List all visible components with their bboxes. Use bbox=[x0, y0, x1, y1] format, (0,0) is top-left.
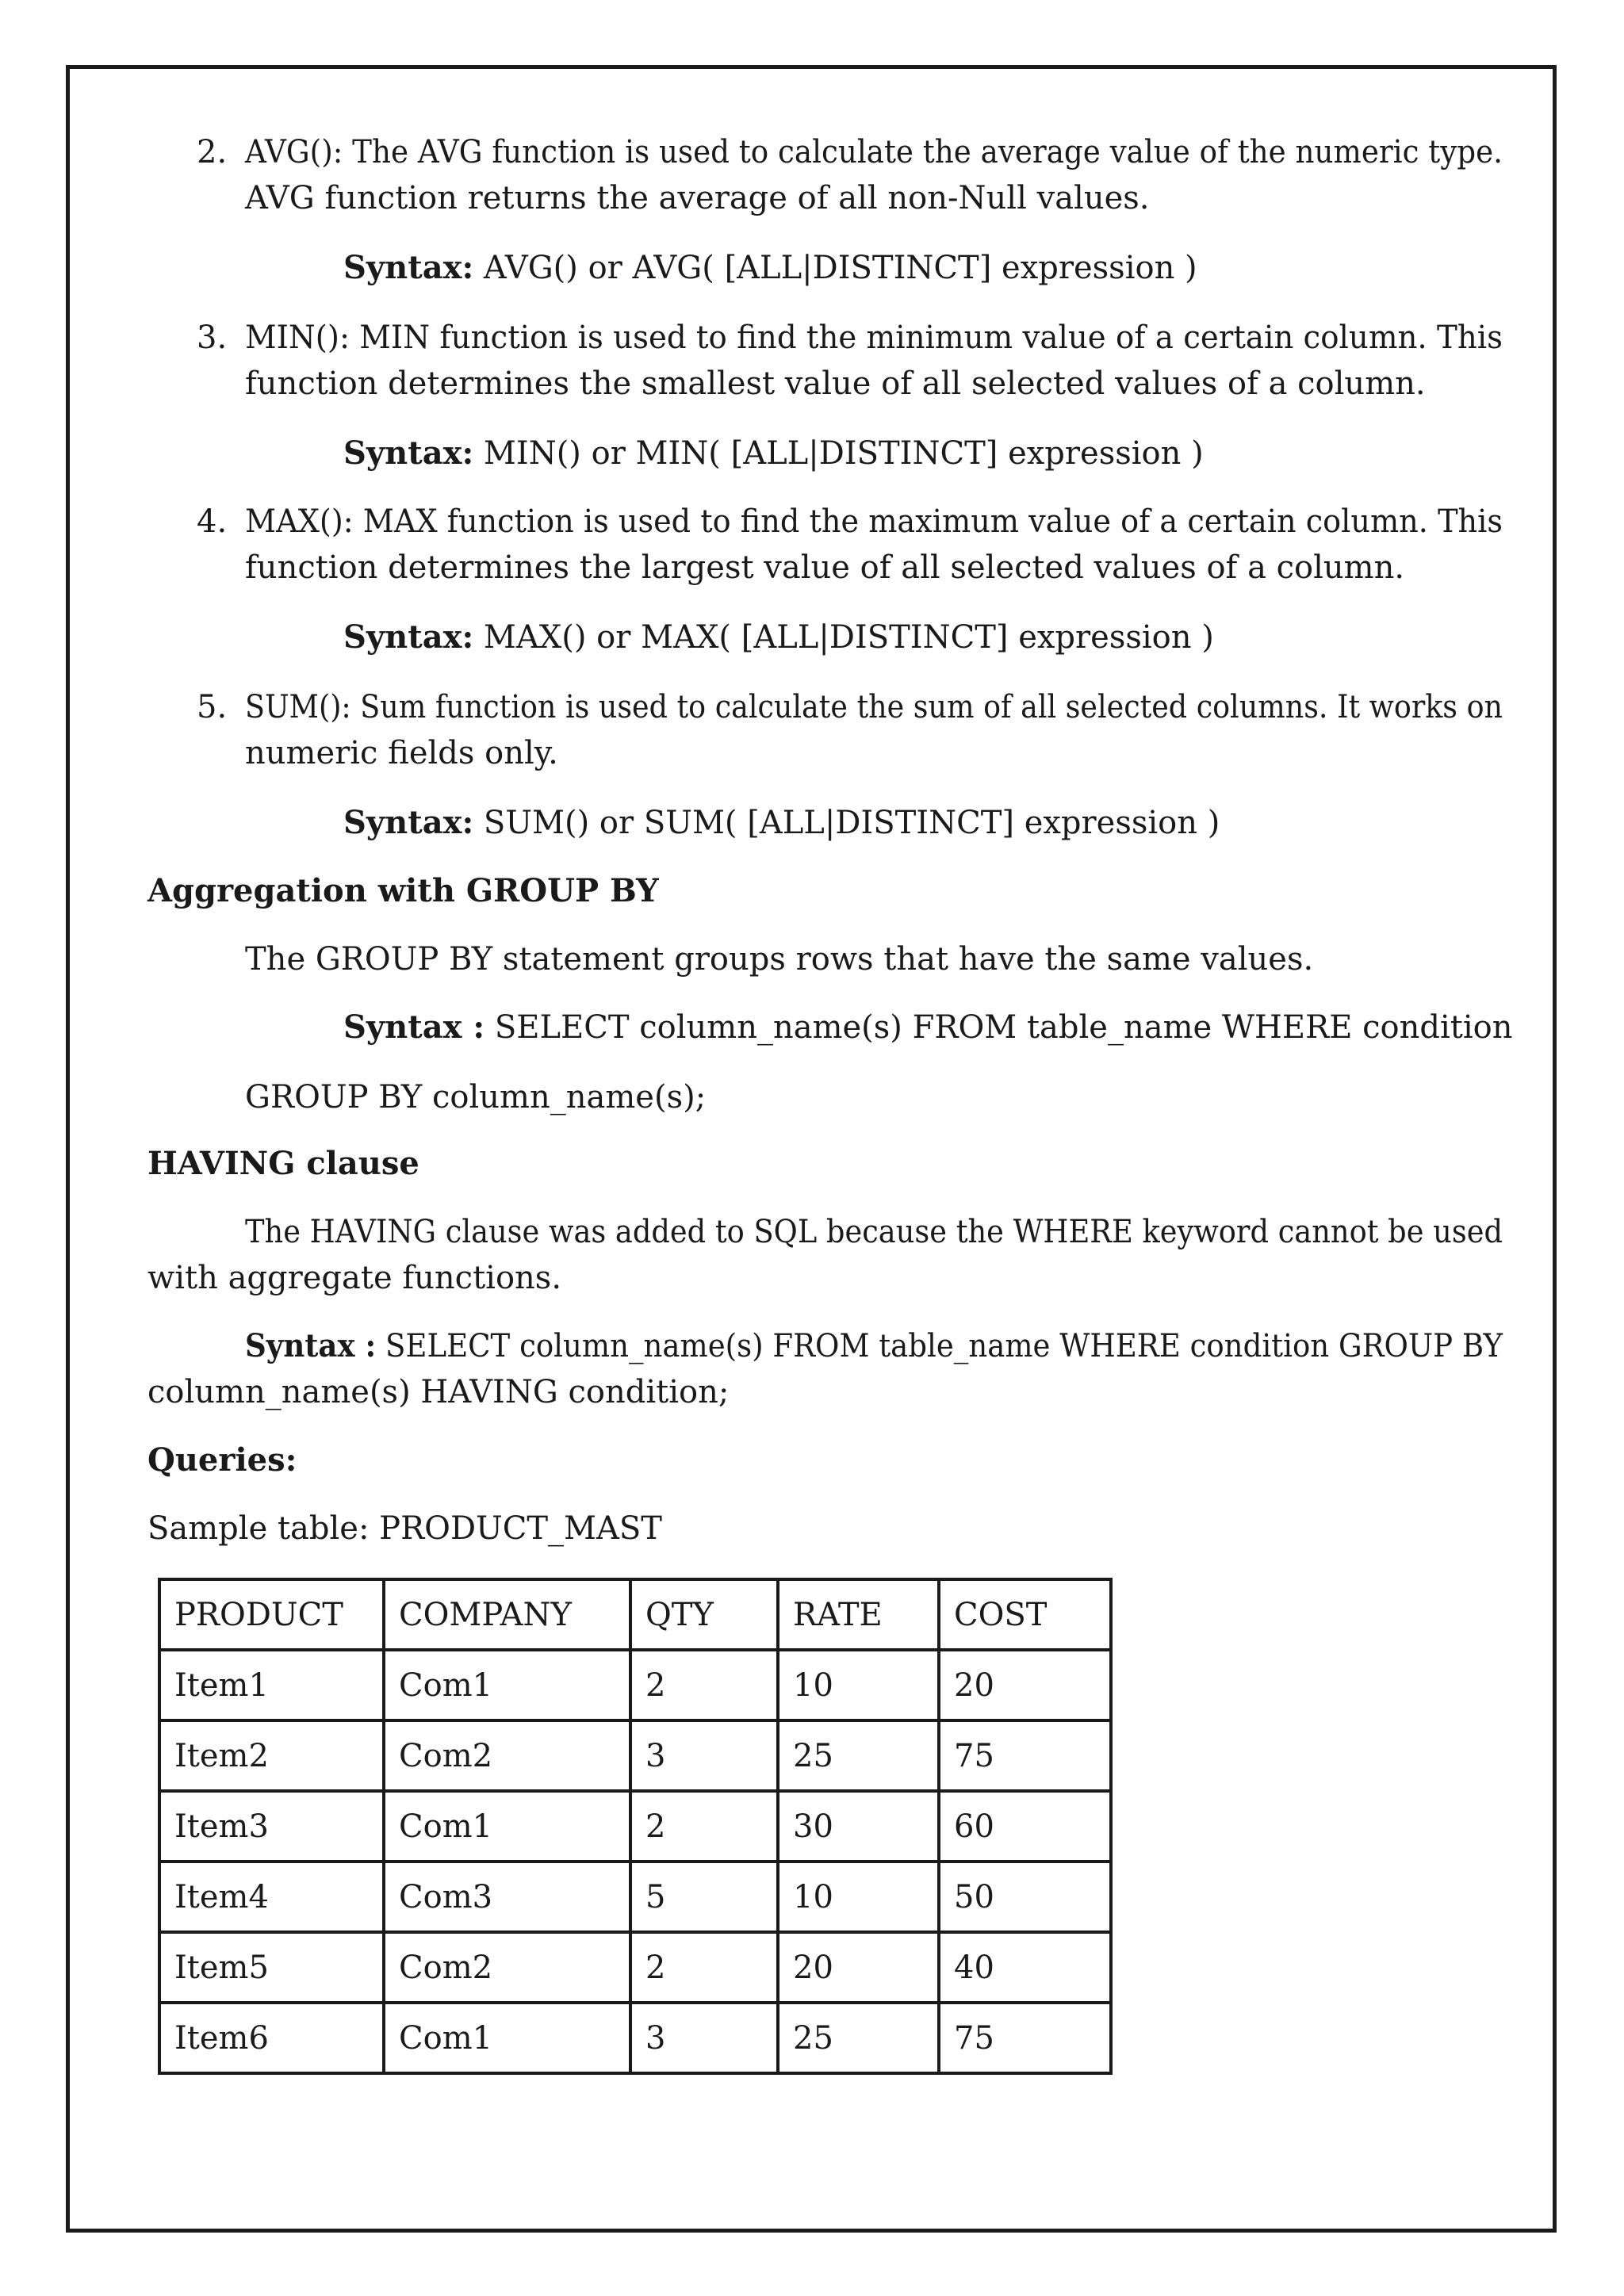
list-item-line bbox=[245, 319, 1503, 357]
list-item-line bbox=[245, 688, 1503, 726]
section-heading bbox=[147, 872, 659, 910]
list-item-line: function determines the smallest value of all selected values of a column. bbox=[245, 365, 1426, 402]
table-cell: 3 bbox=[630, 1720, 778, 1791]
syntax-label: Syntax: bbox=[343, 804, 474, 841]
table-cell: Item2 bbox=[159, 1720, 384, 1791]
syntax-line bbox=[343, 618, 1214, 656]
table-cell: Com1 bbox=[384, 1791, 630, 1862]
syntax-text: MIN() or MIN( [ALL|DISTINCT] expression ) bbox=[473, 435, 1204, 472]
syntax-label: Syntax: bbox=[343, 434, 474, 472]
table-cell: 5 bbox=[630, 1862, 778, 1932]
paragraph: The GROUP BY statement groups rows that have the same values. bbox=[245, 941, 1314, 978]
list-item-text: AVG(): The AVG function is used to calculate the average value of the numeric type. bbox=[245, 134, 1503, 170]
section-heading bbox=[147, 1145, 419, 1183]
table-cell: 3 bbox=[630, 2003, 778, 2073]
table-cell: Item3 bbox=[159, 1791, 384, 1862]
syntax-text: SELECT column_name(s) FROM table_name WHERE condition bbox=[485, 1009, 1513, 1046]
table-cell: Com1 bbox=[384, 2003, 630, 2073]
table-cell: 2 bbox=[630, 1650, 778, 1720]
section-heading-text: Queries: bbox=[147, 1441, 297, 1479]
list-item-line: function determines the largest value of all selected values of a column. bbox=[245, 549, 1405, 586]
table-cell: 20 bbox=[939, 1650, 1111, 1720]
syntax-text: AVG() or AVG( [ALL|DISTINCT] expression ) bbox=[473, 250, 1197, 286]
table-cell: 75 bbox=[939, 1720, 1111, 1791]
syntax-line bbox=[343, 804, 1220, 842]
table-cell: 40 bbox=[939, 1932, 1111, 2003]
table-header-row bbox=[159, 1579, 1111, 1650]
list-item-text: MIN(): MIN function is used to find the minimum value of a certain column. This bbox=[245, 320, 1503, 356]
table-cell: 25 bbox=[778, 1720, 939, 1791]
list-number: 5. bbox=[197, 689, 228, 725]
section-heading bbox=[147, 1441, 297, 1479]
syntax-label: Syntax : bbox=[245, 1327, 377, 1364]
list-item-text: SUM(): Sum function is used to calculate the sum of all selected columns. It works on bbox=[245, 689, 1503, 725]
syntax-line bbox=[343, 249, 1197, 287]
header-cell: PRODUCT bbox=[159, 1579, 384, 1650]
syntax-continuation: column_name(s) HAVING condition; bbox=[147, 1374, 730, 1410]
list-item-line bbox=[245, 133, 1503, 171]
table-row bbox=[159, 1862, 1111, 1932]
table-cell: 10 bbox=[778, 1650, 939, 1720]
table-cell: 2 bbox=[630, 1932, 778, 2003]
table-cell: Item6 bbox=[159, 2003, 384, 2073]
header-cell: COMPANY bbox=[384, 1579, 630, 1650]
paragraph-line: with aggregate functions. bbox=[147, 1260, 562, 1296]
table-row bbox=[159, 1932, 1111, 2003]
table-cell: 30 bbox=[778, 1791, 939, 1862]
table-cell: Com3 bbox=[384, 1862, 630, 1932]
section-heading-text: HAVING clause bbox=[147, 1145, 419, 1182]
section-heading-text: Aggregation with GROUP BY bbox=[147, 872, 659, 909]
syntax-line bbox=[343, 434, 1204, 473]
syntax-text: SELECT column_name(s) FROM table_name WHERE condition GROUP BY bbox=[376, 1328, 1503, 1364]
list-item-line bbox=[245, 503, 1503, 541]
paragraph-text: The HAVING clause was added to SQL because the WHERE keyword cannot be used bbox=[245, 1214, 1503, 1250]
sample-table-label: Sample table: PRODUCT_MAST bbox=[147, 1510, 662, 1547]
table-row bbox=[159, 2003, 1111, 2073]
table-cell: Item5 bbox=[159, 1932, 384, 2003]
table-row bbox=[159, 1650, 1111, 1720]
table-row bbox=[159, 1791, 1111, 1862]
table-cell: Item4 bbox=[159, 1862, 384, 1932]
table-cell: 10 bbox=[778, 1862, 939, 1932]
syntax-label: Syntax: bbox=[343, 618, 474, 656]
product-mast-table bbox=[158, 1578, 1113, 2075]
table-cell: 2 bbox=[630, 1791, 778, 1862]
table-cell: 25 bbox=[778, 2003, 939, 2073]
header-cell: COST bbox=[939, 1579, 1111, 1650]
table-cell: 20 bbox=[778, 1932, 939, 2003]
list-item-line: numeric fields only. bbox=[245, 735, 558, 771]
syntax-line bbox=[245, 1327, 1503, 1365]
syntax-label: Syntax: bbox=[343, 249, 474, 286]
syntax-text: SUM() or SUM( [ALL|DISTINCT] expression ) bbox=[473, 805, 1220, 841]
syntax-line bbox=[343, 1008, 1512, 1047]
table-cell: Com2 bbox=[384, 1720, 630, 1791]
list-number: 4. bbox=[197, 503, 228, 540]
table-cell: Item1 bbox=[159, 1650, 384, 1720]
table-row bbox=[159, 1720, 1111, 1791]
syntax-continuation: GROUP BY column_name(s); bbox=[245, 1079, 707, 1115]
syntax-label: Syntax : bbox=[343, 1008, 485, 1046]
list-number: 3. bbox=[197, 320, 228, 356]
paragraph-line bbox=[245, 1213, 1503, 1251]
list-item-line: AVG function returns the average of all non-Null values. bbox=[245, 180, 1150, 216]
syntax-line-inner bbox=[245, 1327, 1503, 1365]
syntax-text: MAX() or MAX( [ALL|DISTINCT] expression ) bbox=[473, 619, 1214, 656]
table-cell: Com2 bbox=[384, 1932, 630, 2003]
header-cell: RATE bbox=[778, 1579, 939, 1650]
table-cell: 60 bbox=[939, 1791, 1111, 1862]
header-cell: QTY bbox=[630, 1579, 778, 1650]
list-item-text: MAX(): MAX function is used to find the maximum value of a certain column. This bbox=[245, 503, 1503, 540]
table-cell: Com1 bbox=[384, 1650, 630, 1720]
list-number: 2. bbox=[197, 134, 228, 170]
table-cell: 75 bbox=[939, 2003, 1111, 2073]
table-cell: 50 bbox=[939, 1862, 1111, 1932]
